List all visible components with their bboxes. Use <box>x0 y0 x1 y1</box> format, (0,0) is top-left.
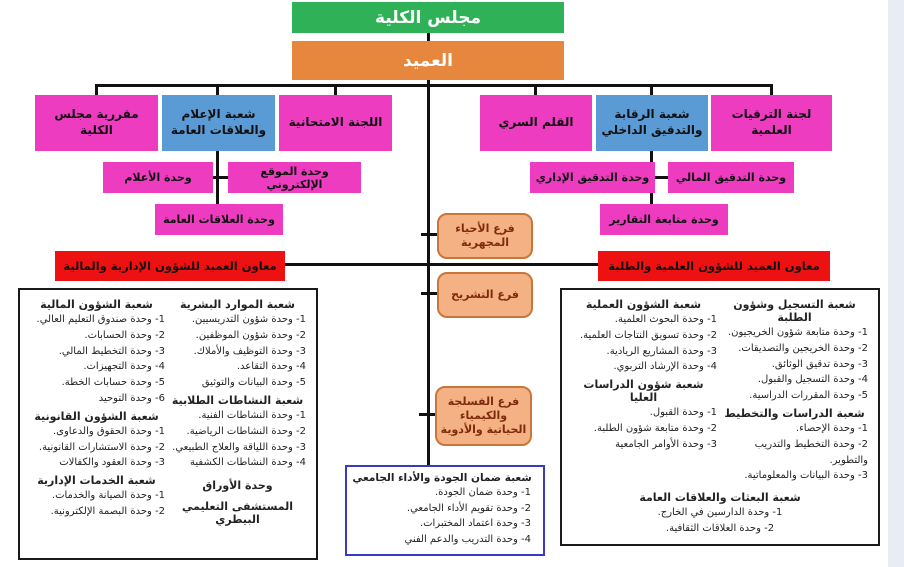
academic-col-2 <box>568 295 719 484</box>
connector-center-spine <box>427 84 430 467</box>
hr-item: 3- وحدة التوظيف والأملاك. <box>193 345 306 357</box>
scholarships-item: 2- وحدة العلاقات الثقافية. <box>665 522 775 534</box>
activities-item: 3- وحدة اللياقة والعلاج الطبيعي. <box>172 441 306 453</box>
legal-division-title: شعبة الشؤون القانونية <box>34 409 159 423</box>
connector-drop-3 <box>334 86 337 95</box>
finance-item: 1- وحدة صندوق التعليم العالي. <box>36 314 165 325</box>
services-item: 1- وحدة الصيانة والخدمات. <box>51 490 165 502</box>
services-item: 2- وحدة البصمة الإلكترونية. <box>50 505 165 517</box>
scientific-item: 3- وحدة المشاريع الريادية. <box>606 345 717 357</box>
postgrad-item: 2- وحدة متابعة شؤون الطلبة. <box>593 422 717 434</box>
legal-item: 1- وحدة الحقوق والدعاوى. <box>52 425 165 437</box>
quality-assurance-panel <box>345 465 545 556</box>
finance-item: 2- وحدة الحسابات. <box>84 329 165 341</box>
hr-item: 4- وحدة التقاعد. <box>236 361 306 373</box>
academic-panel-columns <box>562 290 878 488</box>
connector-branch-2-stub <box>421 292 437 295</box>
connector-drop-6 <box>770 86 773 95</box>
page-edge-strip <box>888 0 904 567</box>
media-unit-box: وحدة الأعلام <box>103 162 213 193</box>
physiology-branch-box: فرع الفسلجة والكيمياء الحياتية والأدوية <box>435 386 532 446</box>
connector-council-dean <box>427 33 430 41</box>
scientific-item: 2- وحدة تسويق النتاجات العلمية. <box>579 329 717 341</box>
admin-col-1 <box>167 295 308 528</box>
scientific-item: 4- وحدة الإرشاد التربوي. <box>613 361 717 373</box>
microbiology-branch-box: فرع الأحياء المجهرية <box>437 213 533 259</box>
registration-item: 1- وحدة متابعة شؤون الخريجيون. <box>727 327 868 338</box>
hr-item: 2- وحدة شؤون الموظفين. <box>195 329 306 341</box>
finance-item: 6- وحدة التوحيد <box>98 392 165 404</box>
finance-item: 5- وحدة حسابات الخطة. <box>61 377 165 389</box>
quality-item: 1- وحدة ضمان الجودة. <box>435 487 531 498</box>
activities-item: 4- وحدة النشاطات الكشفية <box>190 457 306 469</box>
postgrad-item: 1- وحدة القبول. <box>649 407 717 419</box>
scientific-affairs-title: شعبة الشؤون العملية <box>585 298 702 311</box>
connector-branch-1-stub <box>421 233 437 236</box>
admin-col-2 <box>26 295 167 528</box>
quality-title: شعبة ضمان الجودة والأداء الجامعي <box>352 472 532 484</box>
council-rapporteur-box: مقررية مجلس الكلية <box>35 95 158 151</box>
registration-item: 3- وحدة تدقيق الوثائق. <box>771 358 868 370</box>
oversight-audit-division-box: شعبة الرقابة والتدقيق الداخلي <box>596 95 708 151</box>
quality-item: 3- وحدة اعتماد المختبرات. <box>419 518 531 529</box>
finance-item: 4- وحدة التجهيزات. <box>83 361 165 373</box>
planning-item: 2- وحدة التخطيط والتدريب والتطوير. <box>754 438 868 466</box>
media-relations-division-box: شعبة الإعلام والعلاقات العامة <box>162 95 275 151</box>
academic-col-1 <box>719 295 870 484</box>
connector-drop-4 <box>534 86 537 95</box>
studies-planning-title: شعبة الدراسات والتخطيط <box>724 406 865 420</box>
college-council-box: مجلس الكلية <box>292 2 564 33</box>
anatomy-branch-box: فرع التشريح <box>437 272 533 318</box>
connector-drop-5 <box>650 86 653 95</box>
hr-item: 5- وحدة البيانات والتوثيق <box>201 377 306 389</box>
student-activities-title: شعبة النشاطات الطلابية <box>171 393 304 407</box>
dean-box: العميد <box>292 41 564 80</box>
finance-item: 3- وحدة التخطيط المالي. <box>58 345 165 357</box>
legal-item: 3- وحدة العقود والكفالات <box>59 457 165 469</box>
connector-top-bus <box>95 84 773 87</box>
hr-division-title: شعبة الموارد البشرية <box>180 298 295 311</box>
postgrad-item: 3- وحدة الأوامر الجامعية <box>615 438 717 450</box>
admin-divisions-panel <box>18 288 318 560</box>
activities-item: 1- وحدة النشاطات الفنية. <box>198 409 306 421</box>
legal-item: 2- وحدة الاستشارات القانونية. <box>38 441 165 453</box>
connector-audit-horizontal <box>653 176 669 179</box>
connector-branch-3-stub <box>419 413 435 416</box>
activities-item: 2- وحدة النشاطات الرياضية. <box>186 425 306 437</box>
connector-drop-1 <box>95 86 98 95</box>
scholarships-item: 1- وحدة الدارسين في الخارج. <box>657 507 783 519</box>
deputy-dean-admin-box: معاون العميد للشؤون الإدارية والمالية <box>55 251 285 281</box>
vet-hospital-label: المستشفى التعليمي البيطري <box>181 500 294 527</box>
scientific-item: 1- وحدة البحوث العلمية. <box>614 314 717 325</box>
academic-divisions-panel <box>560 288 880 546</box>
registration-item: 5- وحدة المقررات الدراسية. <box>749 390 868 402</box>
papers-unit-label: وحدة الأوراق <box>202 479 273 493</box>
confidential-office-box: القلم السري <box>480 95 592 151</box>
administrative-audit-unit-box: وحدة التدقيق الإداري <box>530 162 655 193</box>
postgraduate-affairs-title: شعبة شؤون الدراسات العليا <box>583 378 704 405</box>
connector-deputy-left <box>285 263 428 266</box>
reports-followup-unit-box: وحدة متابعة التقارير <box>600 204 728 235</box>
financial-audit-unit-box: وحدة التدقيق المالي <box>668 162 794 193</box>
planning-item: 3- وحدة البيانات والمعلوماتية. <box>744 470 868 482</box>
scientific-promotions-committee-box: لجنة الترقيات العلمية <box>711 95 832 151</box>
registration-division-title: شعبة التسجيل وشؤون الطلبة <box>733 298 856 324</box>
public-relations-unit-box: وحدة العلاقات العامة <box>155 204 283 235</box>
scholarships-title: شعبة البعثات والعلاقات العامة <box>639 491 801 505</box>
website-unit-box: وحدة الموقع الإلكتروني <box>228 162 361 193</box>
quality-item: 2- وحدة تقويم الأداء الجامعي. <box>406 502 531 514</box>
scholarships-section <box>562 491 878 537</box>
planning-item: 1- وحدة الإحصاء. <box>795 422 868 434</box>
connector-drop-2 <box>216 86 219 95</box>
admin-services-title: شعبة الخدمات الإدارية <box>37 474 156 488</box>
registration-item: 4- وحدة التسجيل والقبول. <box>757 374 868 386</box>
examination-committee-box: اللجنة الامتحانية <box>279 95 392 151</box>
finance-division-title: شعبة الشؤون المالية <box>40 298 153 311</box>
quality-item: 4- وحدة التدريب والدعم الفني <box>404 533 531 545</box>
hr-item: 1- وحدة شؤون التدريسيين. <box>191 314 306 325</box>
registration-item: 2- وحدة الخريجين والتصديقات. <box>738 342 868 354</box>
deputy-dean-academic-box: معاون العميد للشؤون العلمية والطلبة <box>598 251 830 281</box>
connector-deputy-right <box>429 263 599 266</box>
connector-media-horizontal <box>213 176 229 179</box>
admin-panel-columns <box>20 290 316 532</box>
